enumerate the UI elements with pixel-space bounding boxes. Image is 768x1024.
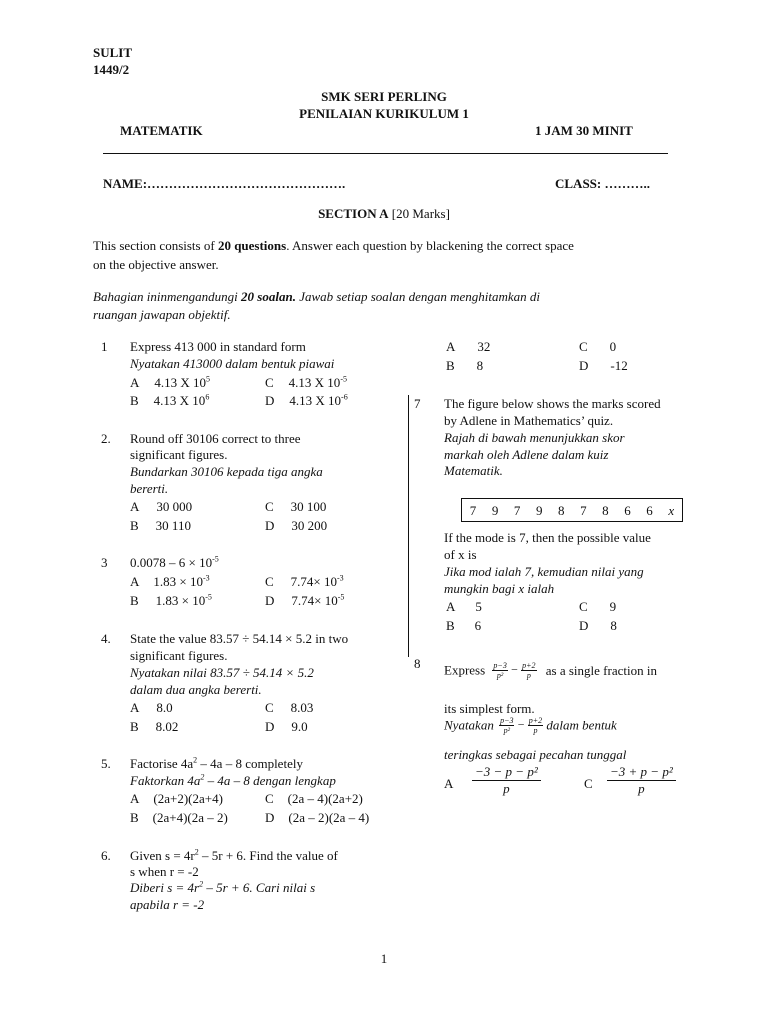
q7-text-my-cont: markah oleh Adlene dalam kuiz xyxy=(444,447,609,462)
q6-option-d: D -12 xyxy=(579,358,628,373)
q7-option-c: C 9 xyxy=(579,599,617,614)
q4-text-en-cont: significant figures. xyxy=(130,648,228,663)
fraction: $\frac{p-3}{\text{p²}}$ xyxy=(500,715,514,735)
q4-text-my-cont: dalam dua angka bererti. xyxy=(130,682,262,697)
q7-option-a: A 5 xyxy=(446,599,482,614)
q6-text-en-cont: s when r = -2 xyxy=(130,864,199,879)
q2-text-my: Bundarkan 30106 kepada tiga angka xyxy=(130,464,323,479)
q6-option-a: A 32 xyxy=(446,339,491,354)
q8-option-c-label: C xyxy=(584,776,593,791)
q4-number: 4. xyxy=(101,631,111,646)
q4-option-a: A 8.0 xyxy=(130,700,173,715)
q8-option-a-label: A xyxy=(444,776,454,791)
q2-text-my-cont: bererti. xyxy=(130,481,169,496)
mark-value: 7 xyxy=(513,502,521,518)
q5-option-a: A (2a+2)(2a+4) xyxy=(130,791,223,806)
header-divider xyxy=(103,153,668,154)
q3-text: $0.0078 - 6 \times 10^{-5}$ xyxy=(130,554,219,570)
sulit-label: SULIT xyxy=(93,45,133,60)
mark-value: 6 xyxy=(624,502,631,518)
q7-question-en: If the mode is 7, then the possible value xyxy=(444,530,651,545)
instruction-my: Bahagian ininmengandungi 20 soalan. Jawab setiap soalan dengan menghitamkan di xyxy=(93,289,541,304)
name-field: NAME:………………………………………. xyxy=(103,176,346,191)
subject-label: MATEMATIK xyxy=(120,123,203,138)
mark-value: 8 xyxy=(558,502,565,518)
q4-option-b: B 8.02 xyxy=(130,719,179,734)
q3-option-b: B $1.83 \times 10^{-5}$ xyxy=(130,592,212,608)
q7-option-b: B 6 xyxy=(446,618,482,633)
q6-option-b: B 8 xyxy=(446,358,484,373)
mark-value: 9 xyxy=(535,502,543,518)
mark-value: 6 xyxy=(646,502,653,518)
q4-text-my: Nyatakan nilai 83.57 ÷ 54.14 × 5.2 xyxy=(130,665,314,680)
q6-number: 6. xyxy=(101,848,111,863)
q7-number: 7 xyxy=(414,396,421,411)
q4-option-c: C 8.03 xyxy=(265,700,314,715)
q8-number: 8 xyxy=(414,656,421,671)
q7-text-en: The figure below shows the marks scored xyxy=(444,396,661,411)
q8-nyatakan: Nyatakan $\frac{p-3}{\text{p²}}$ − $\frac{p+2}{p}$ dalam bentuk xyxy=(444,715,617,735)
q2-text-en: Round off 30106 correct to three xyxy=(130,431,301,446)
q5-text-my: Faktorkan $4a^2 - 4a - 8$ dengan lengkap xyxy=(130,772,336,788)
q4-text-en: State the value 83.57 ÷ 54.14 × 5.2 in two xyxy=(130,631,349,646)
q8-teringkas: teringkas sebagai pecahan tunggal xyxy=(444,747,627,762)
q7-question-my: Jika mod ialah 7, kemudian nilai yang xyxy=(444,564,644,579)
assessment-title: PENILAIAN KURIKULUM 1 xyxy=(299,106,469,121)
fraction: $\frac{p+2}{p}$ xyxy=(528,715,543,735)
q1-number: 1 xyxy=(101,339,108,354)
q3-option-d: D $7.74\times 10^{-5}$ xyxy=(265,592,345,608)
mark-value: 7 xyxy=(580,502,587,518)
q7-question-my-cont: mungkin bagi x ialah xyxy=(444,581,555,596)
q2-number: 2. xyxy=(101,431,111,446)
q2-text-en-cont: significant figures. xyxy=(130,447,228,462)
column-divider xyxy=(408,395,409,657)
fraction: $\frac{p+2}{p}$ xyxy=(522,660,536,680)
q6-option-c: C 0 xyxy=(579,339,617,354)
q3-number: 3 xyxy=(101,555,108,570)
q8-option-c: $\frac{\text{−3 + p − p²}}{p}$ xyxy=(607,764,676,797)
q1-option-a: A 4.13 X $10^5$ xyxy=(130,374,211,390)
q6-text-en: Given $s = 4r^2 - 5r + 6$. Find the value of xyxy=(130,847,338,863)
q1-option-c: C 4.13 X $10^{-5}$ xyxy=(265,374,347,390)
q7-option-d: D 8 xyxy=(579,618,617,633)
q6-text-my-cont: apabila r = -2 xyxy=(130,897,205,912)
instruction-en-cont: on the objective answer. xyxy=(93,257,219,272)
mark-value: x xyxy=(668,502,675,518)
q8-simplest-form: its simplest form. xyxy=(444,701,535,716)
school-name: SMK SERI PERLING xyxy=(321,89,447,104)
duration-label: 1 JAM 30 MINIT xyxy=(535,123,633,138)
q2-option-a: A 30 000 xyxy=(130,499,193,514)
q4-option-d: D 9.0 xyxy=(265,719,308,734)
mark-value: 8 xyxy=(602,502,609,518)
q6-text-my: Diberi $s = 4r^2 - 5r + 6$. Cari nilai s xyxy=(130,879,316,895)
q7-text-en-cont: by Adlene in Mathematics’ quiz. xyxy=(444,413,614,428)
mark-value: 9 xyxy=(491,502,499,518)
q2-option-b: B 30 110 xyxy=(130,518,191,533)
q7-text-my: Rajah di bawah menunjukkan skor xyxy=(444,430,625,445)
q1-text-my: Nyatakan 413000 dalam bentuk piawai xyxy=(130,356,335,371)
q2-option-d: D 30 200 xyxy=(265,518,328,533)
q5-number: 5. xyxy=(101,756,111,771)
q8-express: Express $\frac{p-3}{\text{p²}}$ − $\frac{p+2}{p}$ as a single fraction in xyxy=(444,660,657,680)
q5-option-b: B (2a+4)(2a – 2) xyxy=(130,810,228,825)
q7-question-en-cont: of x is xyxy=(444,547,477,562)
q7-text-my-cont2: Matematik. xyxy=(444,463,503,478)
mark-value: 7 xyxy=(469,502,477,518)
q2-option-c: C 30 100 xyxy=(265,499,327,514)
q5-text-en: Factorise $4a^2 - 4a - 8$ completely xyxy=(130,755,303,771)
q5-option-c: C (2a – 4)(2a+2) xyxy=(265,791,363,806)
paper-code: 1449/2 xyxy=(93,62,130,77)
q3-option-c: C $7.74\times 10^{-3}$ xyxy=(265,573,344,589)
q3-option-a: A $1.83 \times 10^{-3}$ xyxy=(130,573,210,589)
section-title: SECTION A [20 Marks] xyxy=(318,206,450,221)
fraction: $\frac{p-3}{\text{p²}}$ xyxy=(493,660,507,680)
q1-text-en: Express 413 000 in standard form xyxy=(130,339,306,354)
q5-option-d: D (2a – 2)(2a – 4) xyxy=(265,810,370,825)
instruction-my-cont: ruangan jawapan objektif. xyxy=(93,307,231,322)
page-number: 1 xyxy=(380,951,388,966)
q8-option-a: $\frac{\text{−3 − p − p²}}{p}$ xyxy=(472,764,541,797)
q1-option-d: D 4.13 X $10^{-6}$ xyxy=(265,392,348,408)
q1-option-b: B 4.13 X $10^6$ xyxy=(130,392,210,408)
instruction-en: This section consists of 20 questions. Answer each question by blackening the correct space xyxy=(93,238,574,253)
marks-box xyxy=(461,498,683,522)
class-field: CLASS: ……….. xyxy=(555,176,650,191)
